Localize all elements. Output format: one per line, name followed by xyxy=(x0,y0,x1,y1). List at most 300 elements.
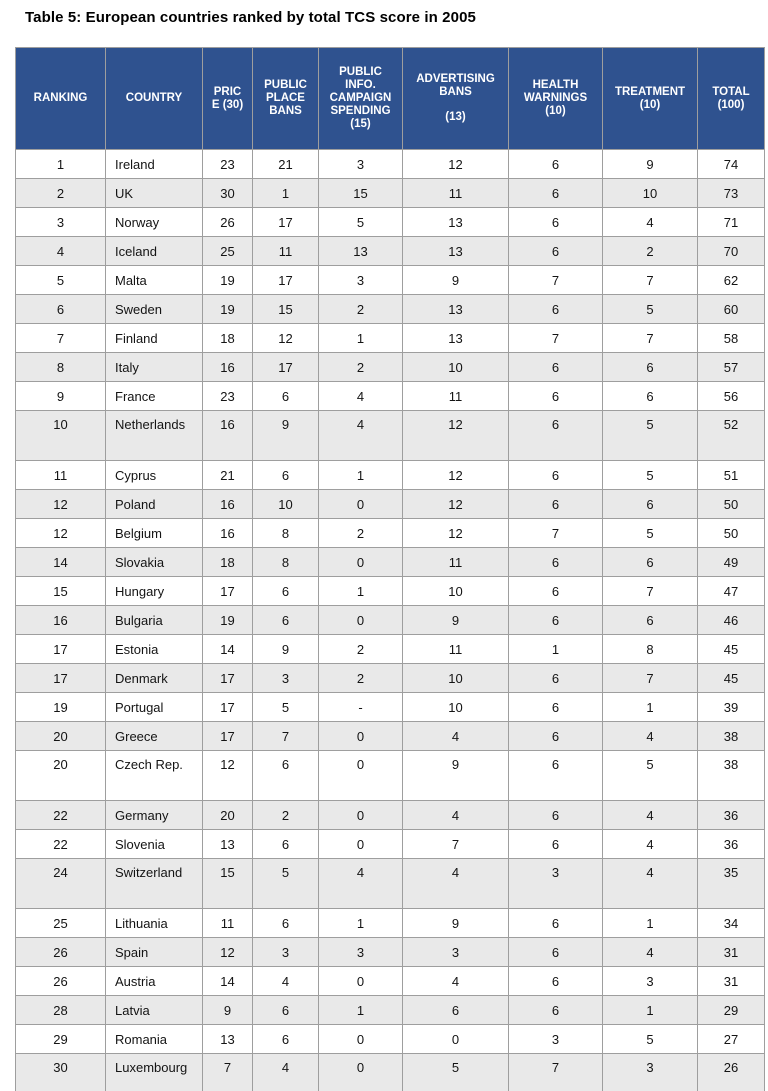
column-header-public-place-bans xyxy=(253,48,319,150)
score-cell: 6 xyxy=(509,606,603,635)
country-cell: France xyxy=(106,382,203,411)
score-cell: - xyxy=(319,693,403,722)
ranking-cell: 28 xyxy=(16,996,106,1025)
score-cell: 0 xyxy=(319,606,403,635)
score-cell: 3 xyxy=(319,938,403,967)
score-cell: 26 xyxy=(203,208,253,237)
ranking-cell: 22 xyxy=(16,801,106,830)
score-cell: 6 xyxy=(509,577,603,606)
score-cell: 13 xyxy=(203,830,253,859)
score-cell: 6 xyxy=(509,411,603,461)
score-cell: 16 xyxy=(203,490,253,519)
score-cell: 30 xyxy=(203,179,253,208)
ranking-cell: 25 xyxy=(16,909,106,938)
table-row-bulgaria xyxy=(16,606,765,635)
score-cell: 14 xyxy=(203,967,253,996)
score-cell: 18 xyxy=(203,548,253,577)
column-header-line: RANKING xyxy=(33,92,88,104)
score-cell: 7 xyxy=(603,664,698,693)
score-cell: 10 xyxy=(253,490,319,519)
score-cell: 6 xyxy=(509,150,603,179)
country-cell: Malta xyxy=(106,266,203,295)
score-cell: 6 xyxy=(253,461,319,490)
table-row-estonia xyxy=(16,635,765,664)
score-cell: 6 xyxy=(509,967,603,996)
column-header-line: E (30) xyxy=(211,98,244,111)
table-row-italy xyxy=(16,353,765,382)
country-cell: Estonia xyxy=(106,635,203,664)
score-cell: 1 xyxy=(319,996,403,1025)
country-cell: Germany xyxy=(106,801,203,830)
table-row-luxembourg xyxy=(16,1054,765,1091)
score-cell: 17 xyxy=(203,693,253,722)
score-cell: 0 xyxy=(319,801,403,830)
score-cell: 6 xyxy=(509,909,603,938)
column-header-total xyxy=(698,48,765,150)
score-cell: 1 xyxy=(319,461,403,490)
score-cell: 46 xyxy=(698,606,765,635)
table-row-cyprus xyxy=(16,461,765,490)
table-row-netherlands xyxy=(16,411,765,461)
country-cell: Finland xyxy=(106,324,203,353)
ranking-cell: 12 xyxy=(16,490,106,519)
column-header-line: (15) xyxy=(350,118,371,130)
score-cell: 58 xyxy=(698,324,765,353)
score-cell: 7 xyxy=(509,1054,603,1091)
country-cell: Slovakia xyxy=(106,548,203,577)
score-cell: 6 xyxy=(253,830,319,859)
score-cell: 9 xyxy=(403,266,509,295)
score-cell: 6 xyxy=(509,490,603,519)
score-cell: 6 xyxy=(509,461,603,490)
ranking-cell: 24 xyxy=(16,859,106,909)
score-cell: 1 xyxy=(319,577,403,606)
score-cell: 6 xyxy=(509,996,603,1025)
ranking-cell: 26 xyxy=(16,938,106,967)
column-header-advertising-bans xyxy=(403,48,509,150)
score-cell: 6 xyxy=(509,693,603,722)
column-header-country xyxy=(106,48,203,150)
country-cell: Cyprus xyxy=(106,461,203,490)
score-cell: 5 xyxy=(253,693,319,722)
score-cell: 6 xyxy=(509,664,603,693)
column-header-line: BANS xyxy=(439,86,472,98)
score-cell: 1 xyxy=(603,996,698,1025)
score-cell: 34 xyxy=(698,909,765,938)
column-header-line: BANS xyxy=(269,105,302,117)
ranking-cell: 5 xyxy=(16,266,106,295)
score-cell: 17 xyxy=(253,353,319,382)
score-cell: 12 xyxy=(203,751,253,801)
score-cell: 19 xyxy=(203,266,253,295)
column-header-line: COUNTRY xyxy=(125,92,183,104)
table-row-spain xyxy=(16,938,765,967)
score-cell: 6 xyxy=(253,996,319,1025)
ranking-cell: 11 xyxy=(16,461,106,490)
score-cell: 4 xyxy=(403,801,509,830)
score-cell: 15 xyxy=(203,859,253,909)
score-cell: 4 xyxy=(603,208,698,237)
score-cell: 5 xyxy=(603,461,698,490)
score-cell: 6 xyxy=(253,909,319,938)
score-cell: 10 xyxy=(403,577,509,606)
score-cell: 6 xyxy=(509,548,603,577)
score-cell: 12 xyxy=(203,938,253,967)
table-row-portugal xyxy=(16,693,765,722)
table-row-hungary xyxy=(16,577,765,606)
country-cell: Switzerland xyxy=(106,859,203,909)
score-cell: 4 xyxy=(319,411,403,461)
score-cell: 0 xyxy=(319,1025,403,1054)
score-cell: 0 xyxy=(319,722,403,751)
score-cell: 6 xyxy=(253,1025,319,1054)
table-row-norway xyxy=(16,208,765,237)
ranking-cell: 19 xyxy=(16,693,106,722)
table-row-germany xyxy=(16,801,765,830)
score-cell: 3 xyxy=(319,266,403,295)
score-cell: 10 xyxy=(403,664,509,693)
country-cell: Luxembourg xyxy=(106,1054,203,1091)
score-cell: 4 xyxy=(253,1054,319,1091)
score-cell: 12 xyxy=(403,150,509,179)
score-cell: 14 xyxy=(203,635,253,664)
score-cell: 19 xyxy=(203,606,253,635)
score-cell: 11 xyxy=(253,237,319,266)
score-cell: 50 xyxy=(698,490,765,519)
score-cell: 5 xyxy=(603,1025,698,1054)
score-cell: 35 xyxy=(698,859,765,909)
country-cell: Netherlands xyxy=(106,411,203,461)
table-row-finland xyxy=(16,324,765,353)
score-cell: 6 xyxy=(509,801,603,830)
score-cell: 60 xyxy=(698,295,765,324)
score-cell: 3 xyxy=(403,938,509,967)
score-cell: 7 xyxy=(203,1054,253,1091)
score-cell: 9 xyxy=(253,635,319,664)
score-cell: 45 xyxy=(698,664,765,693)
table-row-slovenia xyxy=(16,830,765,859)
score-cell: 15 xyxy=(253,295,319,324)
score-cell: 6 xyxy=(509,938,603,967)
score-cell: 12 xyxy=(403,411,509,461)
ranking-cell: 8 xyxy=(16,353,106,382)
score-cell: 11 xyxy=(203,909,253,938)
ranking-cell: 2 xyxy=(16,179,106,208)
ranking-cell: 29 xyxy=(16,1025,106,1054)
score-cell: 6 xyxy=(603,353,698,382)
score-cell: 6 xyxy=(509,208,603,237)
score-cell: 6 xyxy=(509,295,603,324)
column-header-line: (10) xyxy=(639,98,661,111)
score-cell: 12 xyxy=(253,324,319,353)
country-cell: Norway xyxy=(106,208,203,237)
score-cell: 6 xyxy=(253,606,319,635)
ranking-cell: 20 xyxy=(16,751,106,801)
score-cell: 5 xyxy=(319,208,403,237)
score-cell: 38 xyxy=(698,722,765,751)
column-header-line: PUBLIC xyxy=(339,66,382,78)
score-cell: 11 xyxy=(403,382,509,411)
score-cell: 2 xyxy=(319,664,403,693)
score-cell: 13 xyxy=(403,295,509,324)
score-cell: 70 xyxy=(698,237,765,266)
score-cell: 9 xyxy=(403,909,509,938)
table-row-czech-rep xyxy=(16,751,765,801)
ranking-cell: 16 xyxy=(16,606,106,635)
country-cell: Czech Rep. xyxy=(106,751,203,801)
score-cell: 1 xyxy=(603,909,698,938)
score-cell: 7 xyxy=(603,324,698,353)
column-header-line: (100) xyxy=(717,98,745,111)
score-cell: 16 xyxy=(203,353,253,382)
score-cell: 6 xyxy=(509,237,603,266)
score-cell: 5 xyxy=(253,859,319,909)
score-cell: 17 xyxy=(253,266,319,295)
score-cell: 3 xyxy=(603,1054,698,1091)
country-cell: Lithuania xyxy=(106,909,203,938)
score-cell: 12 xyxy=(403,490,509,519)
score-cell: 17 xyxy=(203,722,253,751)
table-title: Table 5: European countries ranked by total TCS score in 2005 xyxy=(25,9,476,26)
score-cell: 6 xyxy=(603,606,698,635)
column-header-line: CAMPAIGN xyxy=(329,92,392,104)
column-header-line: WARNINGS xyxy=(523,92,588,104)
table-row-sweden xyxy=(16,295,765,324)
score-cell: 2 xyxy=(319,295,403,324)
column-header-line: PUBLIC xyxy=(264,79,307,91)
score-cell: 62 xyxy=(698,266,765,295)
score-cell: 17 xyxy=(203,577,253,606)
score-cell: 7 xyxy=(603,266,698,295)
score-cell: 5 xyxy=(603,295,698,324)
score-cell: 27 xyxy=(698,1025,765,1054)
score-cell: 0 xyxy=(319,830,403,859)
score-cell: 3 xyxy=(509,1025,603,1054)
score-cell: 4 xyxy=(603,859,698,909)
ranking-cell: 4 xyxy=(16,237,106,266)
score-cell: 16 xyxy=(203,519,253,548)
score-cell: 31 xyxy=(698,967,765,996)
score-cell: 73 xyxy=(698,179,765,208)
column-header-ranking xyxy=(16,48,106,150)
score-cell: 1 xyxy=(319,324,403,353)
column-header-health-warnings xyxy=(509,48,603,150)
ranking-cell: 30 xyxy=(16,1054,106,1091)
score-cell: 11 xyxy=(403,548,509,577)
score-cell: 2 xyxy=(319,519,403,548)
ranking-cell: 17 xyxy=(16,664,106,693)
score-cell: 9 xyxy=(603,150,698,179)
score-cell: 1 xyxy=(509,635,603,664)
ranking-cell: 9 xyxy=(16,382,106,411)
score-cell: 9 xyxy=(253,411,319,461)
score-cell: 7 xyxy=(253,722,319,751)
table-header xyxy=(16,48,765,150)
score-cell: 6 xyxy=(509,353,603,382)
score-cell: 47 xyxy=(698,577,765,606)
score-cell: 8 xyxy=(603,635,698,664)
score-cell: 17 xyxy=(203,664,253,693)
score-cell: 5 xyxy=(403,1054,509,1091)
score-cell: 38 xyxy=(698,751,765,801)
column-header-line: (13) xyxy=(445,111,466,123)
score-cell: 5 xyxy=(603,751,698,801)
score-cell: 23 xyxy=(203,382,253,411)
score-cell: 36 xyxy=(698,830,765,859)
score-cell: 1 xyxy=(253,179,319,208)
score-cell: 23 xyxy=(203,150,253,179)
country-cell: UK xyxy=(106,179,203,208)
score-cell: 3 xyxy=(509,859,603,909)
score-cell: 6 xyxy=(603,382,698,411)
score-cell: 4 xyxy=(603,722,698,751)
score-cell: 8 xyxy=(253,519,319,548)
table-row-iceland xyxy=(16,237,765,266)
score-cell: 6 xyxy=(509,830,603,859)
ranking-cell: 26 xyxy=(16,967,106,996)
ranking-cell: 6 xyxy=(16,295,106,324)
score-cell: 4 xyxy=(603,801,698,830)
table-row-austria xyxy=(16,967,765,996)
score-cell: 74 xyxy=(698,150,765,179)
country-cell: Slovenia xyxy=(106,830,203,859)
ranking-cell: 20 xyxy=(16,722,106,751)
score-cell: 56 xyxy=(698,382,765,411)
country-cell: Iceland xyxy=(106,237,203,266)
score-cell: 8 xyxy=(253,548,319,577)
score-cell: 11 xyxy=(403,635,509,664)
score-cell: 11 xyxy=(403,179,509,208)
score-cell: 2 xyxy=(253,801,319,830)
table-row-denmark xyxy=(16,664,765,693)
score-cell: 26 xyxy=(698,1054,765,1091)
column-header-line: TREATMENT xyxy=(614,85,686,98)
score-cell: 7 xyxy=(509,519,603,548)
column-header-line xyxy=(404,99,507,111)
score-cell: 15 xyxy=(319,179,403,208)
score-cell: 5 xyxy=(603,519,698,548)
column-header-line: SPENDING xyxy=(330,105,391,117)
score-cell: 21 xyxy=(203,461,253,490)
country-cell: Ireland xyxy=(106,150,203,179)
ranking-cell: 1 xyxy=(16,150,106,179)
country-cell: Austria xyxy=(106,967,203,996)
score-cell: 51 xyxy=(698,461,765,490)
score-cell: 0 xyxy=(319,967,403,996)
column-header-line: HEALTH xyxy=(532,79,579,91)
table-row-ireland xyxy=(16,150,765,179)
country-cell: Spain xyxy=(106,938,203,967)
score-cell: 13 xyxy=(403,208,509,237)
score-cell: 7 xyxy=(509,324,603,353)
table-row-romania xyxy=(16,1025,765,1054)
table-row-latvia xyxy=(16,996,765,1025)
score-cell: 0 xyxy=(403,1025,509,1054)
score-cell: 13 xyxy=(403,324,509,353)
column-header-treatment xyxy=(603,48,698,150)
score-cell: 49 xyxy=(698,548,765,577)
score-cell: 4 xyxy=(403,722,509,751)
score-cell: 5 xyxy=(603,411,698,461)
score-cell: 7 xyxy=(603,577,698,606)
score-cell: 21 xyxy=(253,150,319,179)
ranking-cell: 10 xyxy=(16,411,106,461)
score-cell: 3 xyxy=(253,664,319,693)
score-cell: 6 xyxy=(253,577,319,606)
score-cell: 45 xyxy=(698,635,765,664)
country-cell: Latvia xyxy=(106,996,203,1025)
score-cell: 12 xyxy=(403,519,509,548)
score-cell: 0 xyxy=(319,1054,403,1091)
score-cell: 13 xyxy=(203,1025,253,1054)
score-cell: 9 xyxy=(403,751,509,801)
score-cell: 9 xyxy=(403,606,509,635)
score-cell: 3 xyxy=(603,967,698,996)
score-cell: 6 xyxy=(253,382,319,411)
score-cell: 3 xyxy=(319,150,403,179)
score-cell: 6 xyxy=(509,179,603,208)
score-cell: 4 xyxy=(253,967,319,996)
score-cell: 18 xyxy=(203,324,253,353)
score-cell: 6 xyxy=(603,490,698,519)
score-cell: 19 xyxy=(203,295,253,324)
score-cell: 31 xyxy=(698,938,765,967)
country-cell: Hungary xyxy=(106,577,203,606)
score-cell: 7 xyxy=(403,830,509,859)
score-cell: 1 xyxy=(319,909,403,938)
tcs-score-table xyxy=(15,47,765,1091)
score-cell: 0 xyxy=(319,751,403,801)
score-cell: 50 xyxy=(698,519,765,548)
header-row xyxy=(16,48,765,150)
column-header-line: (10) xyxy=(545,105,566,117)
score-cell: 6 xyxy=(509,722,603,751)
table-row-belgium xyxy=(16,519,765,548)
table-row-poland xyxy=(16,490,765,519)
score-cell: 2 xyxy=(319,635,403,664)
score-cell: 36 xyxy=(698,801,765,830)
score-cell: 12 xyxy=(403,461,509,490)
score-cell: 7 xyxy=(509,266,603,295)
country-cell: Portugal xyxy=(106,693,203,722)
score-cell: 29 xyxy=(698,996,765,1025)
country-cell: Bulgaria xyxy=(106,606,203,635)
ranking-cell: 3 xyxy=(16,208,106,237)
table-row-slovakia xyxy=(16,548,765,577)
country-cell: Belgium xyxy=(106,519,203,548)
column-header-public-info-campaign-spending xyxy=(319,48,403,150)
table-row-lithuania xyxy=(16,909,765,938)
country-cell: Denmark xyxy=(106,664,203,693)
score-cell: 10 xyxy=(403,353,509,382)
score-cell: 71 xyxy=(698,208,765,237)
score-cell: 3 xyxy=(253,938,319,967)
column-header-line: INFO. xyxy=(345,79,376,91)
country-cell: Poland xyxy=(106,490,203,519)
column-header-line: PRIC xyxy=(213,85,242,98)
table-body xyxy=(16,150,765,1091)
ranking-cell: 7 xyxy=(16,324,106,353)
column-header-line: TOTAL xyxy=(712,85,750,98)
ranking-cell: 17 xyxy=(16,635,106,664)
score-cell: 16 xyxy=(203,411,253,461)
score-cell: 13 xyxy=(319,237,403,266)
table-row-uk xyxy=(16,179,765,208)
score-cell: 4 xyxy=(603,830,698,859)
country-cell: Sweden xyxy=(106,295,203,324)
score-cell: 6 xyxy=(403,996,509,1025)
ranking-cell: 15 xyxy=(16,577,106,606)
